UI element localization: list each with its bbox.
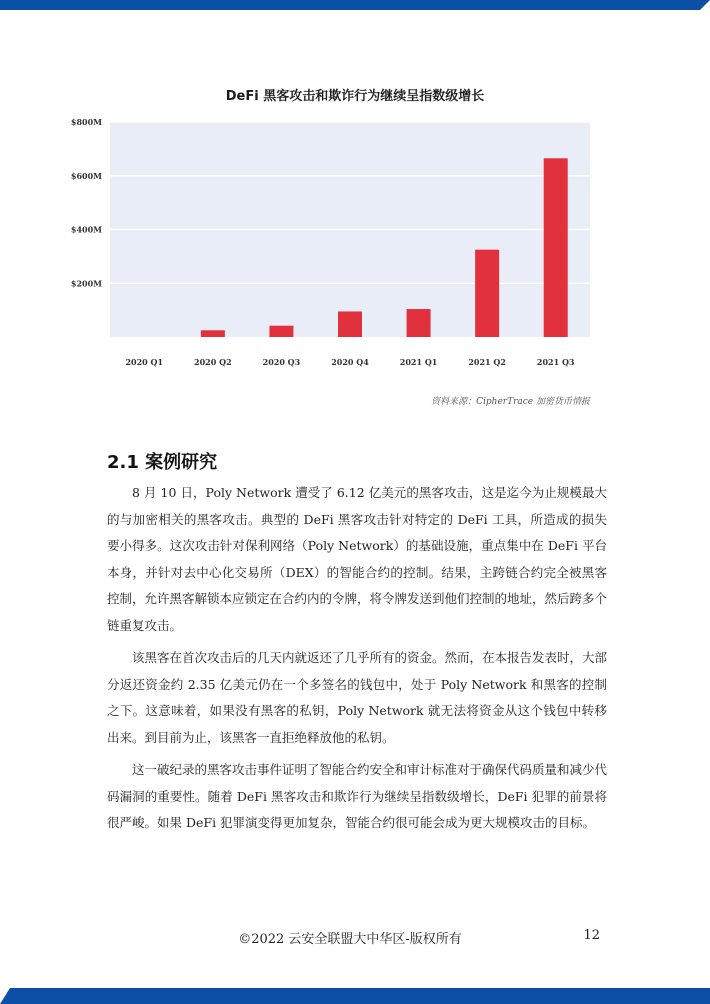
y-tick-label: $200M bbox=[70, 278, 102, 289]
y-tick-label: $800M bbox=[70, 117, 102, 127]
bar bbox=[338, 311, 362, 337]
body-text bbox=[107, 480, 607, 843]
bar bbox=[269, 326, 293, 337]
x-tick-label: 2020 Q1 bbox=[125, 357, 164, 367]
bar bbox=[201, 330, 225, 337]
paragraph: 这一破纪录的黑客攻击事件证明了智能合约安全和审计标准对于确保代码质量和减少代码漏洞的重要性。随着 DeFi 黑客攻击和欺诈行为继续呈指数级增长，DeFi 犯罪的前景将很严峻。如果 DeFi 犯罪演变得更加复杂，智能合约很可能会成为更大规模攻击的目标。 bbox=[107, 762, 608, 830]
x-tick-label: 2021 Q3 bbox=[536, 357, 575, 367]
section-heading: 2.1 案例研究 bbox=[107, 452, 218, 473]
bar bbox=[407, 309, 431, 337]
page-number: 12 bbox=[583, 928, 600, 943]
x-tick-label: 2020 Q2 bbox=[194, 357, 232, 367]
y-tick-label: $600M bbox=[70, 170, 102, 181]
paragraph: 该黑客在首次攻击后的几天内就返还了几乎所有的资金。然而，在本报告发表时，大部分返还资金约 2.35 亿美元仍在一个多签名的钱包中，处于 Poly Network 和黑客的控制之下。这意味着，如果没有黑客的私钥，Poly Network 就无法将资金从这个钱包中转移出来。到目前为止，该黑客一直拒绝释放他的私钥。 bbox=[107, 650, 608, 745]
x-tick-label: 2021 Q2 bbox=[468, 357, 506, 367]
x-tick-label: 2020 Q3 bbox=[262, 357, 301, 367]
footer-copyright: ©2022 云安全联盟大中华区-版权所有 bbox=[238, 932, 462, 947]
y-tick-label: $400M bbox=[70, 224, 102, 235]
bar bbox=[475, 250, 499, 337]
bar-chart bbox=[0, 110, 710, 380]
footer-band bbox=[0, 988, 710, 1004]
header-band bbox=[0, 0, 710, 10]
bar bbox=[544, 158, 568, 337]
chart-source: 资料来源：CipherTrace 加密货币情报 bbox=[431, 397, 590, 407]
chart-title: DeFi 黑客攻击和欺诈行为继续呈指数级增长 bbox=[225, 89, 485, 104]
paragraph: 8 月 10 日，Poly Network 遭受了 6.12 亿美元的黑客攻击，这是迄今为止规模最大的与加密相关的黑客攻击。典型的 DeFi 黑客攻击针对特定的 DeFi 工具，所造成的损失要小得多。这次攻击针对保利网络（Poly Network）的基础设施，重点集中在 DeFi 平台本身，并针对去中心化交易所（DEX）的智能合约的控制。结果，主跨链合约完全被黑客控制，允许黑客解锁本应锁定在合约内的令牌，将令牌发送到他们控制的地址，然后跨多个链重复攻击。 bbox=[107, 485, 608, 633]
x-tick-label: 2021 Q1 bbox=[399, 357, 438, 367]
x-tick-label: 2020 Q4 bbox=[331, 357, 369, 367]
